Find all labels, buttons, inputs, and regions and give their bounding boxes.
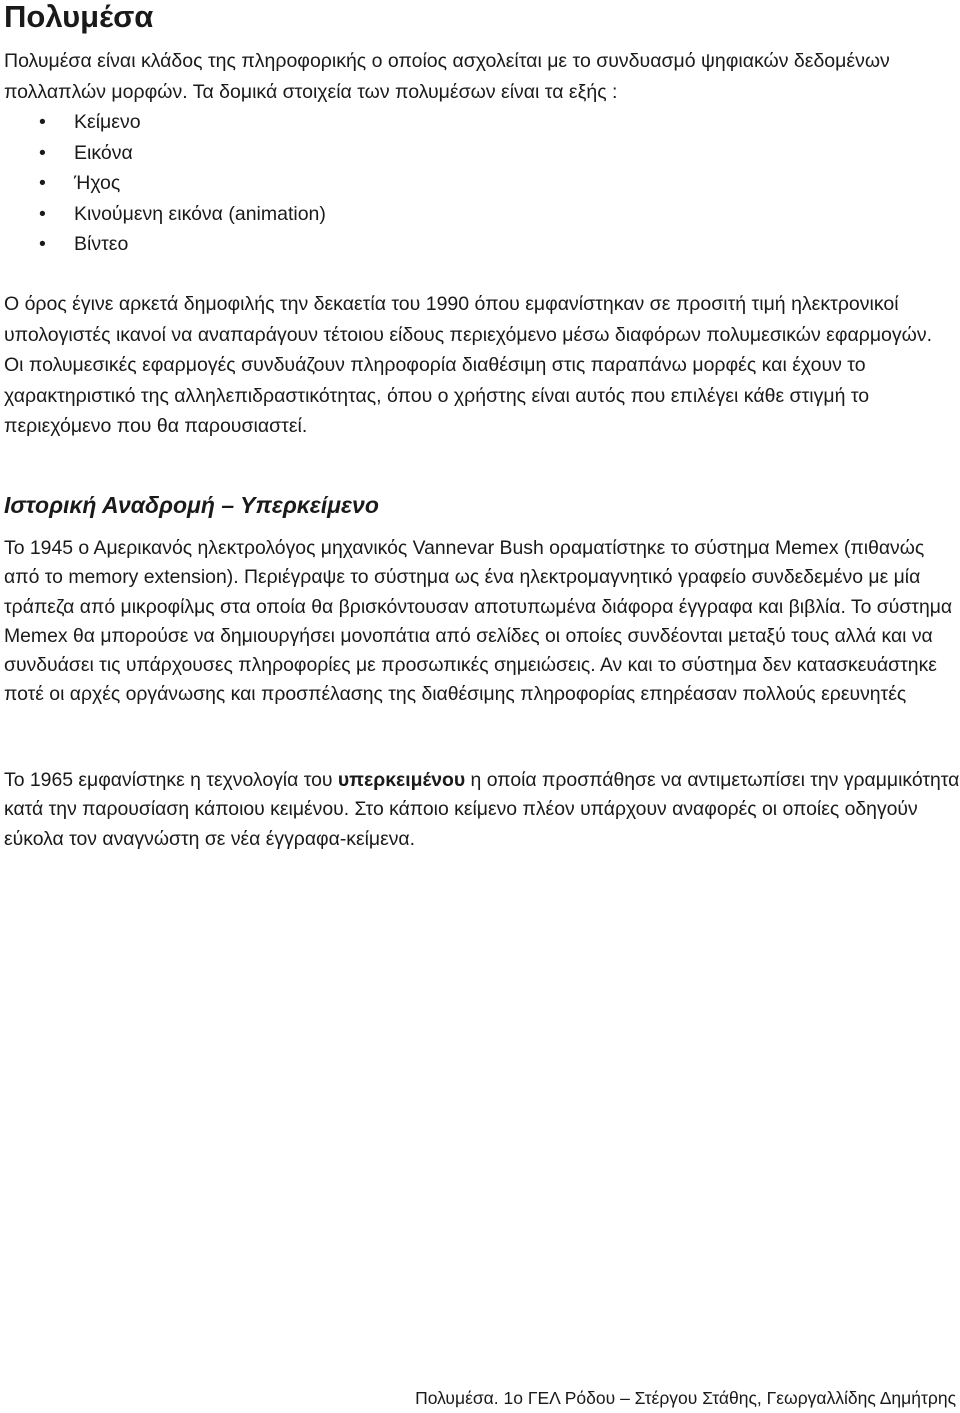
bullet-icon: • (39, 141, 46, 164)
list-item-text: Βίντεο (74, 233, 129, 256)
building-blocks-list (4, 107, 326, 260)
list-item-text: Ήχος (74, 172, 121, 195)
list-item-text: Κείμενο (74, 111, 141, 133)
page-footer: Πολυμέσα. 1ο ΓΕΛ Ρόδου – Στέργου Στάθης, Γεωργαλλίδης Δημήτρης (415, 1388, 956, 1408)
list-item (4, 138, 326, 169)
bullet-icon: • (39, 233, 46, 256)
hypertext-bold-term: υπερκειμένου (337, 769, 466, 791)
list-item-text: Κινούμενη εικόνα (animation) (74, 202, 326, 225)
hypertext-text-before: Το 1965 εμφανίστηκε η τεχνολογία του (4, 769, 338, 791)
list-item (4, 229, 326, 260)
history-paragraph: Ο όρος έγινε αρκετά δημοφιλής την δεκαετία του 1990 όπου εμφανίστηκαν σε προσιτή τιμή ηλεκτρονικοί υπολογιστές ικανοί να αναπαράγουν τέτοιου είδους περιεχόμενο μέσω διαφόρων πολυμεσικών εφαρμογών. Οι πολυμεσικές εφαρμογές συνδυάζουν πληροφορία διαθέσιμη στις παραπάνω μορφές και έχουν το χαρακτηριστικό της αλληλεπιδραστικότητας, όπου ο χρήστης είναι αυτός που επιλέγει κάθε στιγμή το περιεχόμενο που θα παρουσιαστεί. (4, 293, 933, 438)
intro-paragraph: Πολυμέσα είναι κλάδος της πληροφορικής ο οποίος ασχολείται με το συνδυασμό ψηφιακών δεδομένων πολλαπλών μορφών. Τα δομικά στοιχεία των πολυμέσων είναι τα εξής : (4, 50, 890, 103)
page-title: Πολυμέσα (4, 0, 154, 34)
hypertext-text-after: η οποία προσπάθησε να αντιμετωπίσει την γραμμικότητα κατά την παρουσίαση κάποιου κειμένου. Στο κάποιο κείμενο πλέον υπάρχουν αναφορές οι οποίες οδηγούν εύκολα τον αναγνώστη σε νέα έγγραφα-κείμενα. (4, 769, 960, 850)
bullet-icon: • (39, 172, 46, 195)
list-item (4, 168, 326, 199)
memex-paragraph: Το 1945 ο Αμερικανός ηλεκτρολόγος μηχανικός Vannevar Bush οραματίστηκε το σύστημα Memex (πιθανώς από το memory extension). Περιέγραψε το σύστημα ως ένα ηλεκτρομαγνητικό γραφείο συνδεδεμένο με μία τράπεζα από μικροφίλμς στα οποία θα βρισκόντουσαν αποτυπωμένα διάφορα έγγραφα και βιβλία. Το σύστημα Memex θα μπορούσε να δημιουργήσει μονοπάτια από σελίδες οι οποίες συνδέονται μεταξύ τους αλλά και να συνδυάσει τις υπάρχουσες πληροφορίες με προσωπικές σημειώσεις. Αν και το σύστημα δεν κατασκευάστηκε ποτέ οι αρχές οργάνωσης και προσπέλασης της διαθέσιμης πληροφορίας επηρέασαν πολλούς ερευνητές (4, 537, 953, 706)
section-heading: Ιστορική Αναδρομή – Υπερκείμενο (4, 492, 379, 518)
list-item (4, 199, 326, 230)
list-item-text: Εικόνα (74, 141, 133, 164)
bullet-icon: • (39, 202, 46, 225)
bullet-icon: • (39, 111, 46, 133)
list-item (4, 107, 326, 138)
hypertext-paragraph (4, 766, 960, 854)
